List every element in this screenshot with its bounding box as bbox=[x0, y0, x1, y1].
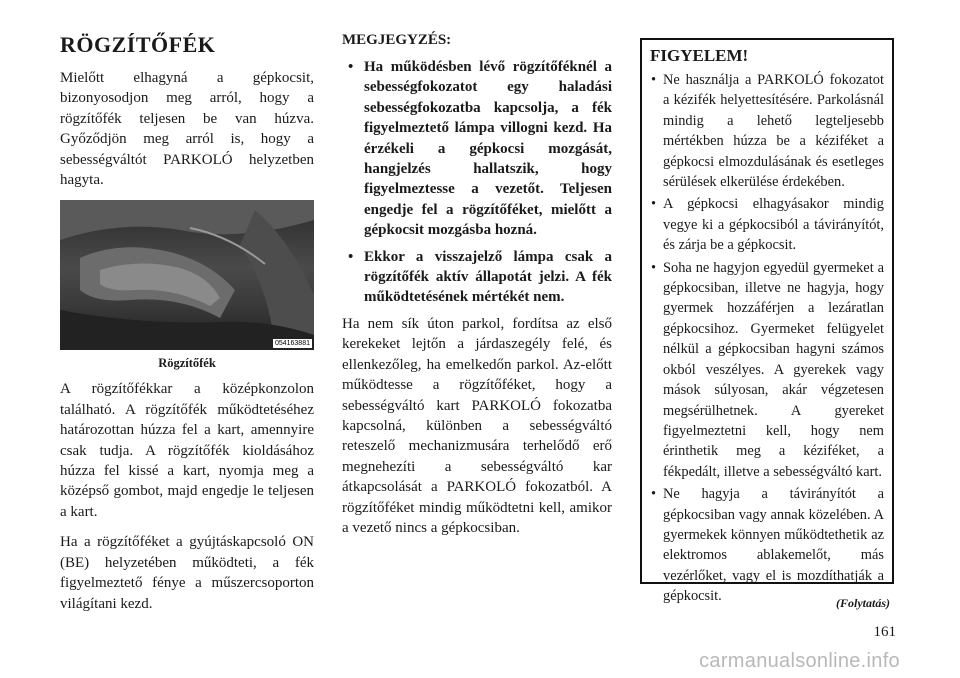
parking-slope-paragraph: Ha nem sík úton parkol, fordítsa az első kerekeket lejtőn a járdaszegély felé, és ellenkezőleg, ha emelkedőn parkol. Az-előtt működtesse a rögzítőféket, hogy a sebességváltó kart PARKOLÓ fokozatba kapcsolná, különben a sebességváltó reteszelő mechanizmusára terhelődő erő megnehezíti a sebességváltó kar átkapcsolását a PARKOLÓ fokozatból. A rögzítőféket mindig működtetni kell, amikor a vezető nincs a gépkocsiban. bbox=[342, 315, 612, 536]
warning-heading: FIGYELEM! bbox=[650, 46, 749, 65]
figure-caption: Rögzítőfék bbox=[158, 356, 216, 371]
watermark: carmanualsonline.info bbox=[699, 650, 900, 672]
note-heading: MEGJEGYZÉS: bbox=[342, 32, 452, 48]
section-title: RÖGZÍTŐFÉK bbox=[60, 32, 216, 57]
body-paragraph: A rögzítőfékkar a középkonzolon található. A rögzítőfék működtetéséhez határozottan húzza fel a kart, amennyire csak tudja. A rögzítőfék kioldásához húzza fel kissé a kart, nyomja meg a középső gombot, majd engedje le teljesen a kart. bbox=[60, 381, 314, 520]
left-column bbox=[60, 32, 314, 624]
warning-item: • A gépkocsi elhagyásakor mindig vegye ki a gépkocsiból a távirányítót, és zárja be a gépkocsit. bbox=[650, 194, 884, 255]
continued-label: (Folytatás) bbox=[836, 596, 890, 610]
figure-id-label: 054163881 bbox=[274, 340, 310, 348]
note-item: • Ha működésben lévő rögzítőféknél a sebességfokozatot egy haladási sebességfokozatba kapcsolja, a fék figyelmeztető lámpa villogni kezd. Ha érzékeli a gépkocsi mozgását, hangjelzés hallatszik, hogy figyelmeztesse a vezetőt. Teljesen engedje fel a rögzítőféket, mielőtt a gépkocsit mozgásba hozná. bbox=[342, 57, 612, 241]
intro-paragraph: Mielőtt elhagyná a gépkocsit, bizonyosodjon meg arról, hogy a rögzítőfék teljesen be van húzva. Győződjön meg arról is, hogy a sebességváltót PARKOLÓ helyzetben hagyta. bbox=[60, 70, 314, 189]
page-number: 161 bbox=[873, 624, 896, 640]
warning-item: • Ne használja a PARKOLÓ fokozatot a kézifék helyettesítésére. Parkolásnál mindig a lehető legteljesebb mértékben húzza be a kéziféket a gépkocsi elmozdulásának és esetleges sérülések elkerülése érdekében. bbox=[650, 70, 884, 192]
middle-column bbox=[342, 32, 612, 548]
warning-item: • Soha ne hagyjon egyedül gyermeket a gépkocsiban, illetve ne hagyja, hogy gyermek hozzáférjen a lezáratlan gépkocsihoz. Gyermeket felügyelet nélkül a gépkocsiban hagyni számos okból veszélyes. A gyerekek vagy mások súlyosan, akár végzetesen megsérülhetnek. A gyereket figyelmeztetni kell, hogy nem érinthetik meg a kéziféket, a fékpedált, illetve a sebességváltó kart. bbox=[650, 258, 884, 482]
note-list bbox=[342, 57, 612, 308]
body-paragraph: Ha a rögzítőféket a gyújtáskapcsoló ON (BE) helyzetében működteti, a fék figyelmeztető fénye a műszercsoporton világítani kezd. bbox=[60, 534, 314, 612]
parking-brake-illustration bbox=[60, 200, 314, 350]
warning-item: • Ne hagyja a távirányítót a gépkocsiban vagy annak közelében. A gyermekek könnyen működtethetik az elektromos ablakemelőt, más vezérlőket, vagy el is mozdíthatják a gépkocsit. bbox=[650, 484, 884, 606]
parking-brake-photo bbox=[60, 200, 314, 350]
warning-list bbox=[650, 70, 884, 607]
note-item: • Ekkor a visszajelző lámpa csak a rögzítőfék aktív állapotát jelzi. A fék működtetésének mértékét nem. bbox=[342, 247, 612, 308]
